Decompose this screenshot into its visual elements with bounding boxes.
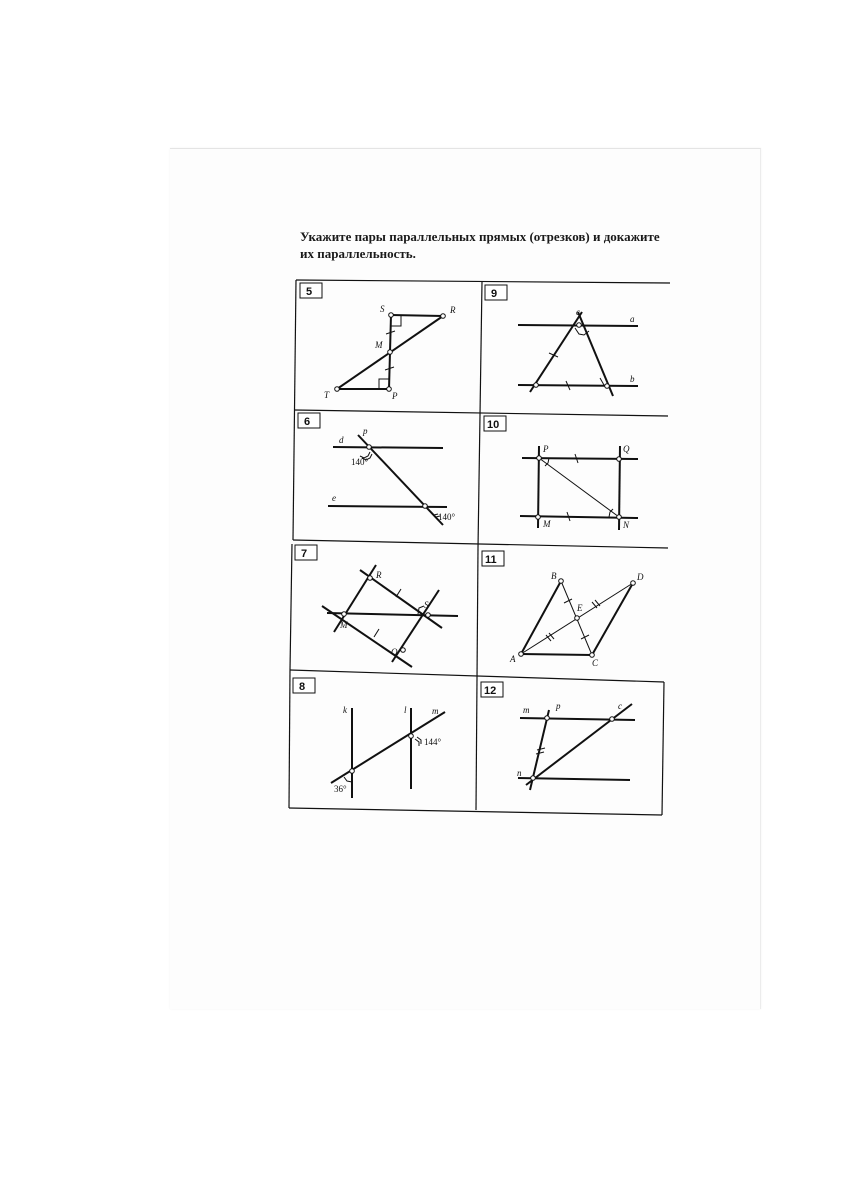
problem-number: 6 (304, 416, 311, 428)
point-label-c: C (592, 658, 599, 668)
line-m (331, 712, 445, 783)
point-label-n: N (623, 520, 630, 530)
point-marker (590, 653, 595, 658)
problem-number: 7 (301, 548, 308, 560)
line-label-p: p (363, 426, 368, 436)
triangle-side-left (530, 312, 582, 392)
point-label-a: A (510, 654, 516, 664)
point-marker (536, 515, 541, 520)
point-marker (577, 323, 582, 328)
point-marker (531, 776, 536, 781)
point-label-m: M (543, 519, 551, 529)
point-label-m: M (340, 620, 348, 630)
point-marker (617, 457, 622, 462)
point-marker (367, 445, 372, 450)
angle-arc (344, 777, 352, 782)
problem-number: 12 (484, 685, 497, 697)
problem-10 (484, 416, 638, 530)
problem-12 (481, 682, 635, 790)
angle-arc (415, 739, 419, 746)
point-label-b: B (551, 571, 557, 581)
line-label-p: p (556, 701, 561, 711)
point-marker (605, 384, 610, 389)
point-marker (350, 769, 355, 774)
point-marker (426, 613, 431, 618)
segment-ab (521, 581, 561, 654)
point-marker (559, 579, 564, 584)
segment-ac (521, 654, 592, 655)
line-e (328, 506, 447, 507)
segment-cd (592, 583, 633, 655)
tick-mark (564, 599, 572, 603)
line-label-d: d (339, 435, 344, 445)
point-marker (610, 717, 615, 722)
point-label-c: c (576, 307, 580, 317)
problem-7 (295, 545, 458, 667)
line-label-b: b (630, 374, 635, 384)
segment-sr (391, 315, 443, 316)
problem-11 (482, 551, 644, 668)
line-label-a: a (630, 314, 635, 324)
point-marker (388, 350, 393, 355)
line-label-l: l (404, 705, 407, 715)
point-marker (631, 581, 636, 586)
point-marker (575, 616, 580, 621)
point-label-s: S (424, 600, 429, 610)
line-label-m: m (523, 705, 530, 715)
point-label-d: D (637, 572, 644, 582)
point-marker (537, 456, 542, 461)
point-label-s: S (380, 304, 385, 314)
point-marker (617, 515, 622, 520)
problem-number: 5 (306, 286, 313, 298)
point-label-t: T (324, 390, 330, 400)
line-label-n: n (517, 768, 522, 778)
point-marker (335, 387, 340, 392)
point-marker (519, 652, 524, 657)
tick-mark (374, 629, 379, 637)
problem-5 (300, 283, 456, 401)
problem-number: 8 (299, 681, 306, 693)
point-marker (441, 314, 446, 319)
angle-label-2: 36° (334, 784, 347, 794)
problem-grid (289, 280, 670, 815)
problem-number: 10 (487, 419, 500, 431)
line-label-c: c (618, 701, 622, 711)
angle-arc (600, 378, 604, 385)
point-marker (342, 612, 347, 617)
point-label-q: Q (391, 647, 398, 657)
point-marker (368, 576, 373, 581)
point-marker (401, 648, 406, 653)
point-label-q: Q (623, 444, 630, 454)
line-label-e: e (332, 493, 336, 503)
point-label-m: M (375, 340, 383, 350)
point-marker (545, 716, 550, 721)
angle-label-1: 144° (424, 737, 442, 747)
point-marker (423, 504, 428, 509)
problem-8 (293, 678, 445, 798)
line-label-m: m (432, 706, 439, 716)
point-marker (389, 313, 394, 318)
point-label-p: P (543, 444, 549, 454)
point-label-e: E (577, 603, 583, 613)
tick-mark (536, 752, 544, 754)
instructions-line-1: Укажите пары параллельных прямых (отрезков) и докажите (300, 229, 660, 244)
line-label-k: k (343, 705, 347, 715)
instructions-line-2: их параллельность. (300, 246, 416, 261)
tick-mark (396, 589, 401, 597)
problem-number: 9 (491, 288, 498, 300)
problem-number: 11 (485, 554, 497, 566)
angle-label-1: 140° (351, 457, 369, 467)
line-m (520, 718, 635, 720)
point-label-r: R (376, 570, 382, 580)
angle-label-2: 140° (438, 512, 456, 522)
line-c (526, 704, 632, 785)
line-d (333, 447, 443, 448)
problem-9 (485, 285, 638, 396)
point-label-r: R (450, 305, 456, 315)
point-label-p: P (392, 391, 398, 401)
tick-mark (537, 748, 545, 750)
point-marker (409, 734, 414, 739)
diagonal-pn (539, 458, 619, 517)
problem-6 (298, 413, 456, 525)
point-marker (387, 387, 392, 392)
line-sq (392, 590, 439, 662)
point-marker (534, 383, 539, 388)
